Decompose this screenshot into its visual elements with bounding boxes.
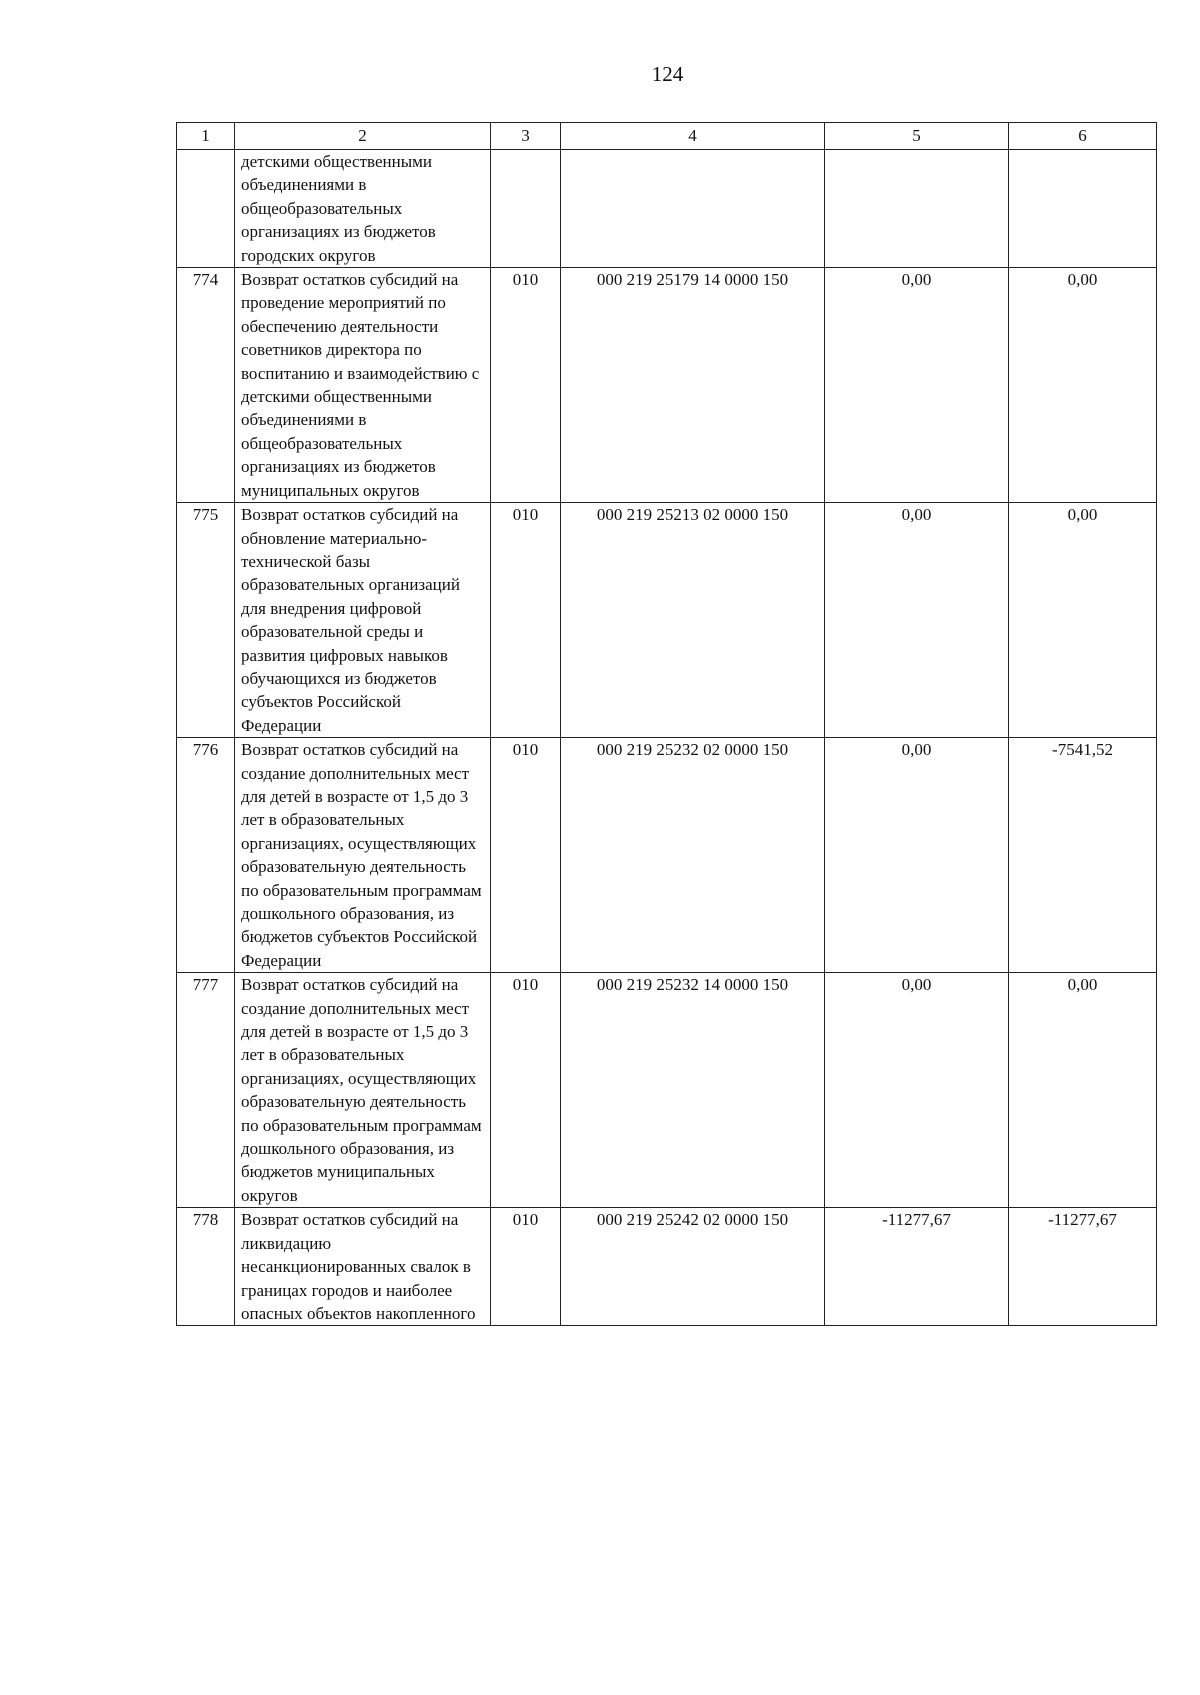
table-row bbox=[177, 268, 1157, 503]
row-number: 777 bbox=[177, 973, 235, 1208]
row-value-6: 0,00 bbox=[1009, 503, 1157, 738]
row-value-6 bbox=[1009, 150, 1157, 268]
row-value-5: -11277,67 bbox=[825, 1208, 1009, 1326]
column-header: 6 bbox=[1009, 123, 1157, 150]
row-admin-code: 010 bbox=[491, 1208, 561, 1326]
row-value-5 bbox=[825, 150, 1009, 268]
row-number: 776 bbox=[177, 738, 235, 973]
row-value-5: 0,00 bbox=[825, 268, 1009, 503]
row-admin-code: 010 bbox=[491, 268, 561, 503]
column-header: 4 bbox=[561, 123, 825, 150]
row-value-6: -11277,67 bbox=[1009, 1208, 1157, 1326]
row-code: 000 219 25232 14 0000 150 bbox=[561, 973, 825, 1208]
row-code: 000 219 25213 02 0000 150 bbox=[561, 503, 825, 738]
row-number: 778 bbox=[177, 1208, 235, 1326]
column-header: 5 bbox=[825, 123, 1009, 150]
row-value-5: 0,00 bbox=[825, 503, 1009, 738]
row-number: 774 bbox=[177, 268, 235, 503]
row-value-6: 0,00 bbox=[1009, 268, 1157, 503]
table-row bbox=[177, 973, 1157, 1208]
row-admin-code: 010 bbox=[491, 738, 561, 973]
row-name: Возврат остатков субсидий на создание дополнительных мест для детей в возрасте от 1,5 до 3 лет в образовательных организациях, осуществляющих образовательную деятельность по образовательным программам дошкольного образования, из бюджетов муниципальных округов bbox=[235, 973, 491, 1208]
row-name: Возврат остатков субсидий на обновление материально-технической базы образовательных организаций для внедрения цифровой образовательной среды и развития цифровых навыков обучающихся из бюджетов субъектов Российской Федерации bbox=[235, 503, 491, 738]
table-row bbox=[177, 150, 1157, 268]
row-admin-code: 010 bbox=[491, 503, 561, 738]
row-code: 000 219 25232 02 0000 150 bbox=[561, 738, 825, 973]
row-code: 000 219 25242 02 0000 150 bbox=[561, 1208, 825, 1326]
row-value-5: 0,00 bbox=[825, 973, 1009, 1208]
column-header: 3 bbox=[491, 123, 561, 150]
table-row bbox=[177, 1208, 1157, 1326]
page-number: 124 bbox=[651, 62, 684, 86]
row-number: 775 bbox=[177, 503, 235, 738]
column-header: 1 bbox=[177, 123, 235, 150]
row-admin-code: 010 bbox=[491, 973, 561, 1208]
row-value-6: -7541,52 bbox=[1009, 738, 1157, 973]
row-code bbox=[561, 150, 825, 268]
row-name: Возврат остатков субсидий на проведение мероприятий по обеспечению деятельности советников директора по воспитанию и взаимодействию с детскими общественными объединениями в общеобразовательных организациях из бюджетов муниципальных округов bbox=[235, 268, 491, 503]
table-row bbox=[177, 738, 1157, 973]
column-header: 2 bbox=[235, 123, 491, 150]
row-value-6: 0,00 bbox=[1009, 973, 1157, 1208]
table-header-row bbox=[177, 123, 1157, 150]
table-row bbox=[177, 503, 1157, 738]
budget-table bbox=[176, 122, 1157, 1326]
row-name: детскими общественными объединениями в общеобразовательных организациях из бюджетов городских округов bbox=[235, 150, 491, 268]
row-name: Возврат остатков субсидий на создание дополнительных мест для детей в возрасте от 1,5 до 3 лет в образовательных организациях, осуществляющих образовательную деятельность по образовательным программам дошкольного образования, из бюджетов субъектов Российской Федерации bbox=[235, 738, 491, 973]
row-code: 000 219 25179 14 0000 150 bbox=[561, 268, 825, 503]
row-value-5: 0,00 bbox=[825, 738, 1009, 973]
row-admin-code bbox=[491, 150, 561, 268]
row-number bbox=[177, 150, 235, 268]
row-name: Возврат остатков субсидий на ликвидацию несанкционированных свалок в границах городов и наиболее опасных объектов накопленного bbox=[235, 1208, 491, 1326]
